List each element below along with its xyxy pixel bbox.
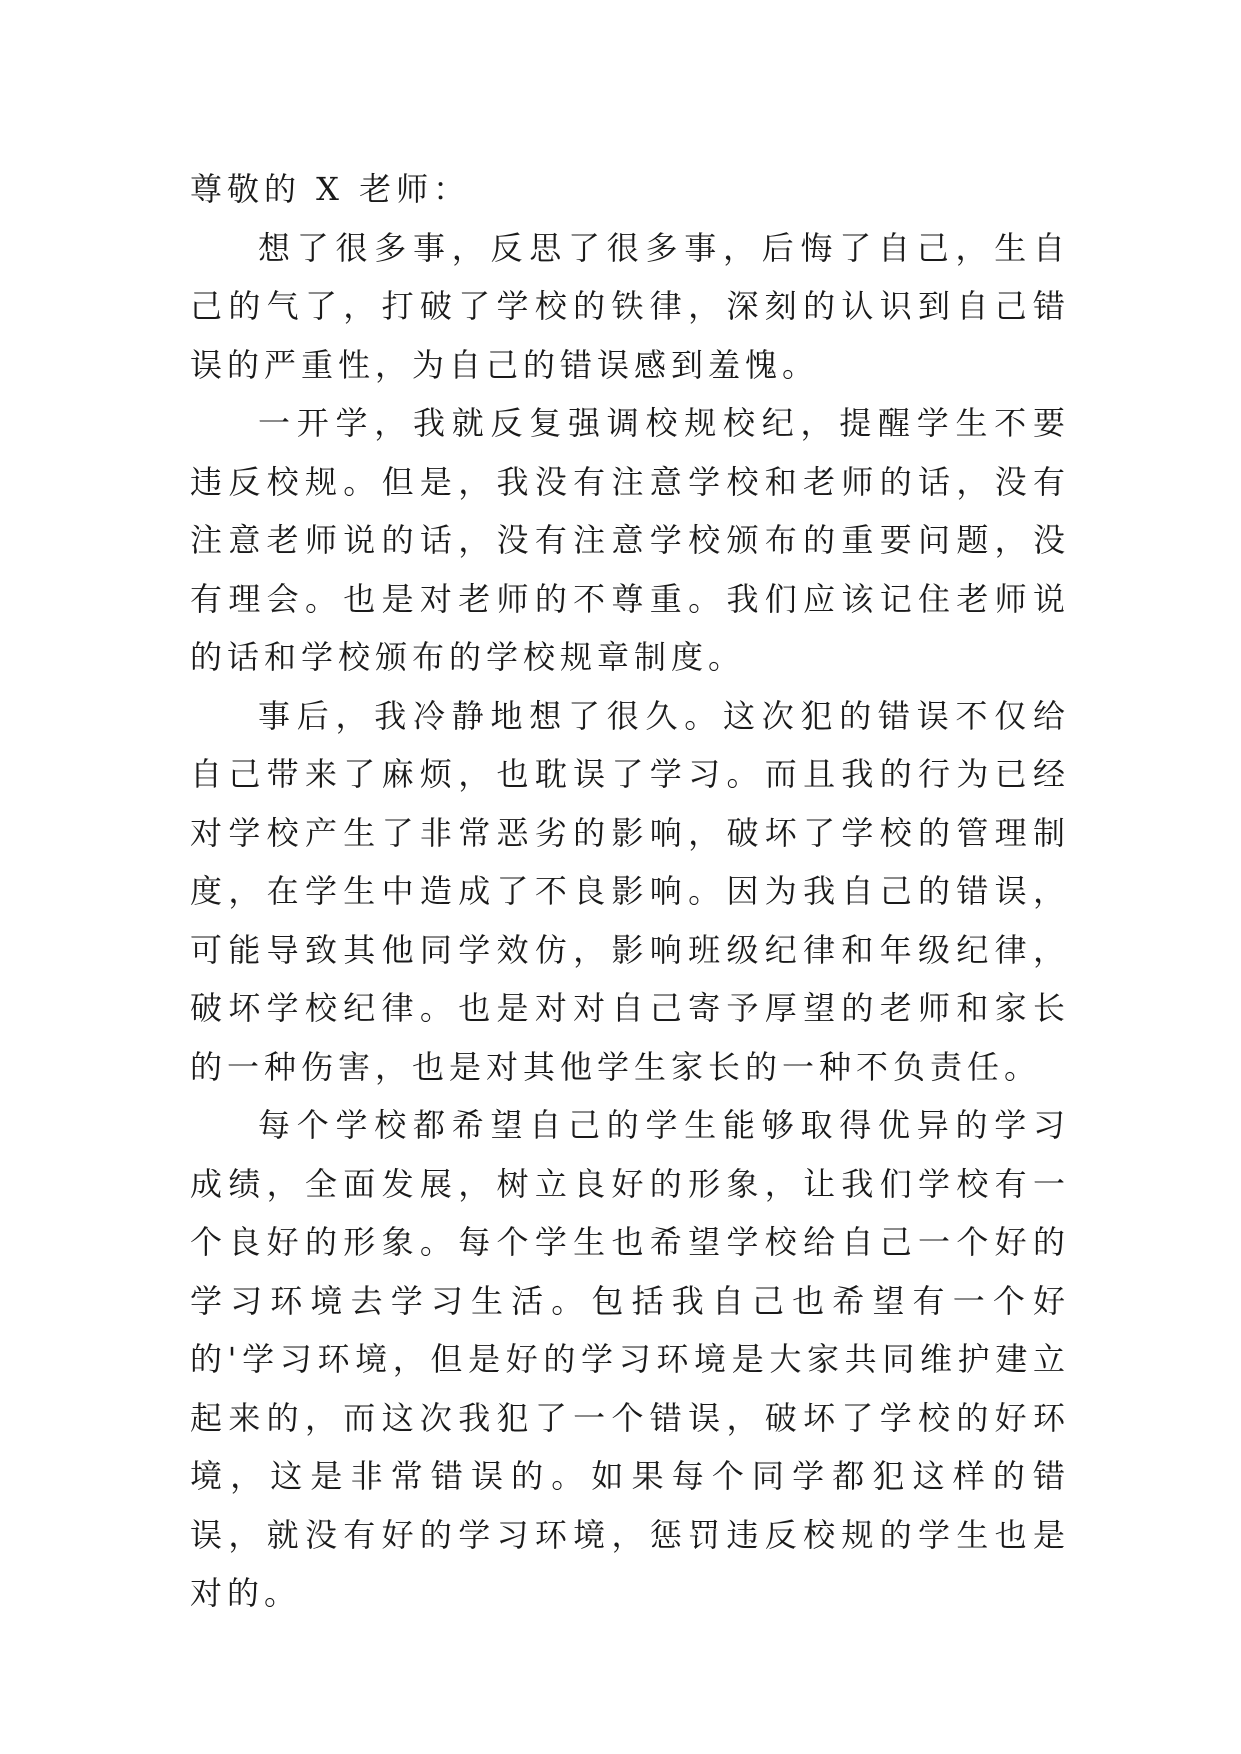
salutation: 尊敬的 X 老师：: [190, 170, 471, 208]
paragraph: 一开学，我就反复强调校规校纪，提醒学生不要违反校规。但是，我没有注意学校和老师的话，没有注意老师说的话，没有注意学校颁布的重要问题，没有理会。也是对老师的不尊重。我们应该记住老师说的话和学校颁布的学校规章制度。: [190, 404, 1070, 676]
paragraph: 想了很多事，反思了很多事，后悔了自己，生自己的气了，打破了学校的铁律，深刻的认识到自己错误的严重性，为自己的错误感到羞愧。: [190, 228, 1070, 384]
paragraph: 事后，我冷静地想了很久。这次犯的错误不仅给自己带来了麻烦，也耽误了学习。而且我的行为已经对学校产生了非常恶劣的影响，破坏了学校的管理制度，在学生中造成了不良影响。因为我自己的错误，可能导致其他同学效仿，影响班级纪律和年级纪律，破坏学校纪律。也是对对自己寄予厚望的老师和家长的一种伤害，也是对其他学生家长的一种不负责任。: [190, 696, 1070, 1086]
paragraph: 每个学校都希望自己的学生能够取得优异的学习成绩，全面发展，树立良好的形象，让我们学校有一个良好的形象。每个学生也希望学校给自己一个好的学习环境去学习生活。包括我自己也希望有一个好的'学习环境，但是好的学习环境是大家共同维护建立起来的，而这次我犯了一个错误，破坏了学校的好环境，这是非常错误的。如果每个同学都犯这样的错误，就没有好的学习环境，惩罚违反校规的学生也是对的。: [190, 1106, 1070, 1612]
letter-body: [190, 160, 1070, 1623]
